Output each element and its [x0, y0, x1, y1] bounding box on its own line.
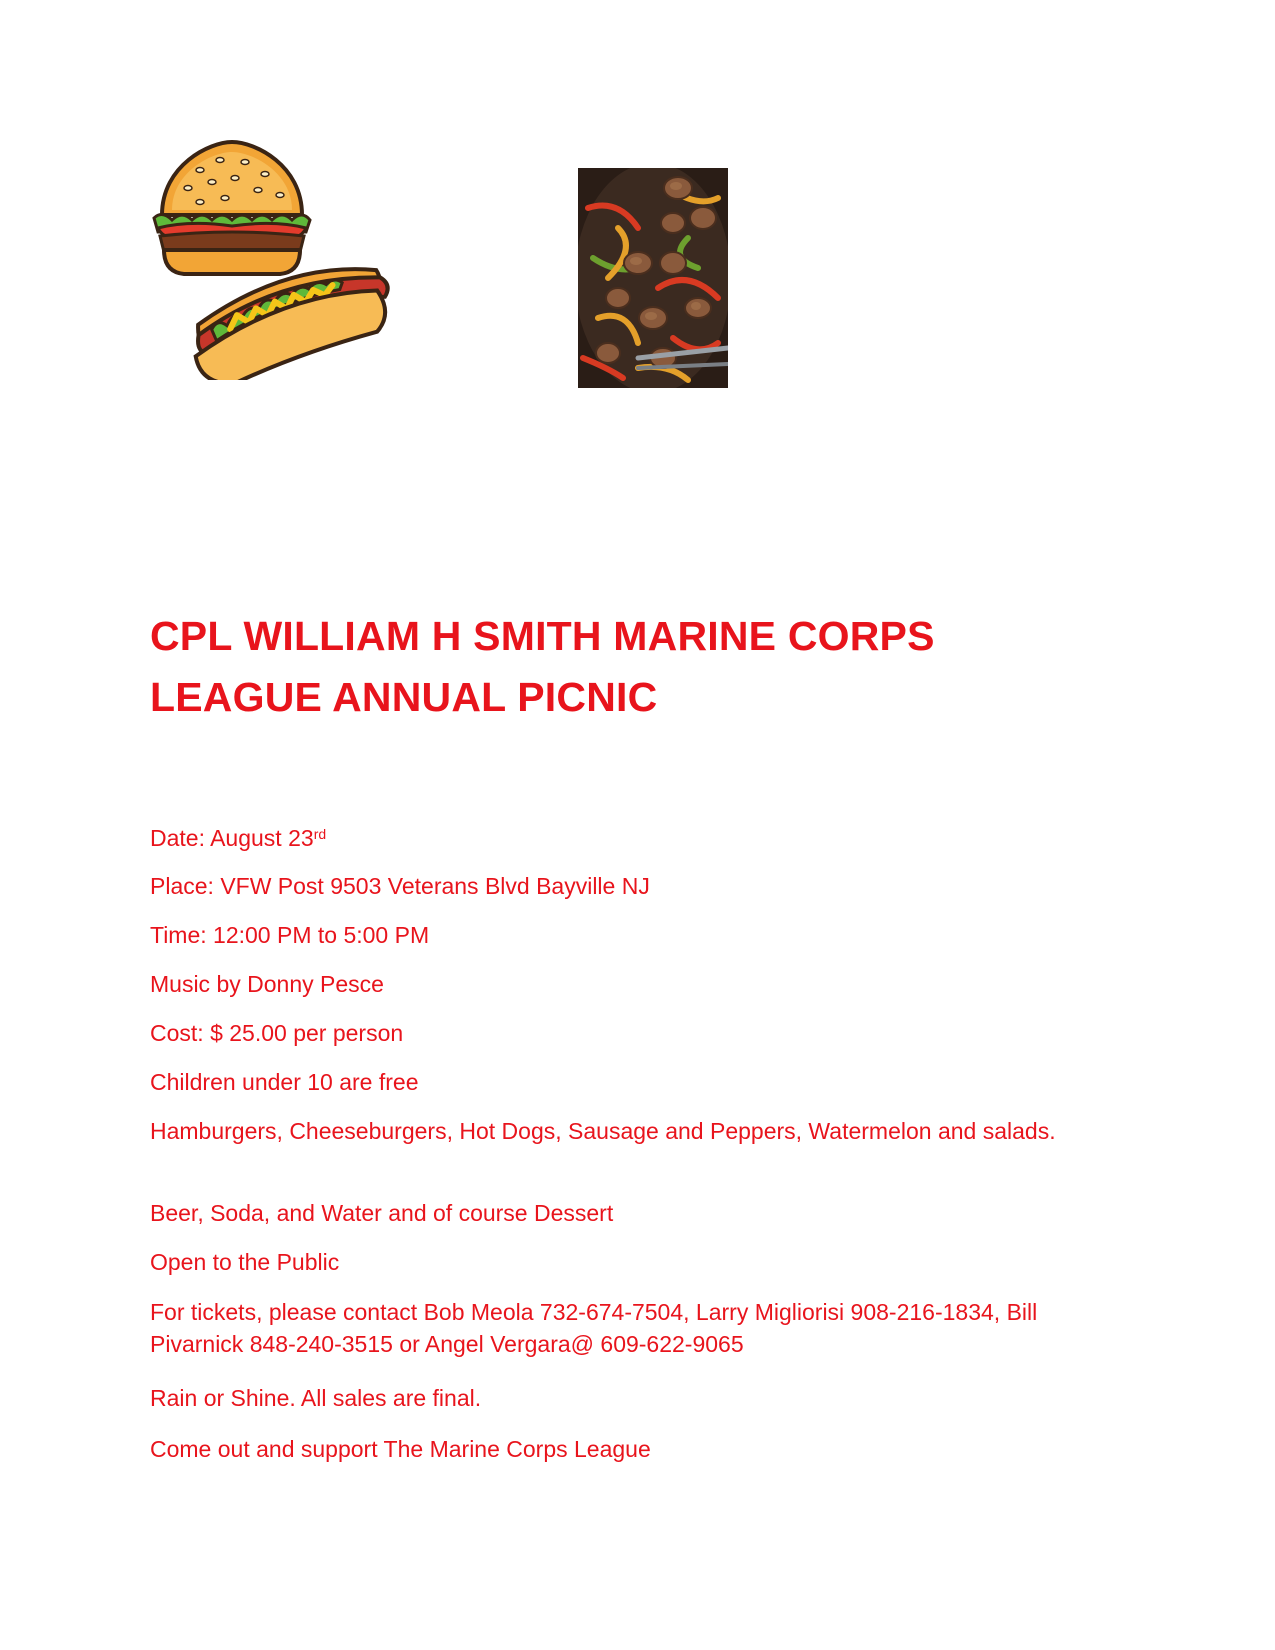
- public-line: Open to the Public: [150, 1249, 340, 1275]
- cost-line: Cost: $ 25.00 per person: [150, 1020, 404, 1046]
- time-line: Time: 12:00 PM to 5:00 PM: [150, 922, 430, 948]
- support-line: Come out and support The Marine Corps League: [150, 1436, 651, 1462]
- date-line: [150, 822, 326, 854]
- music-line: Music by Donny Pesce: [150, 971, 384, 997]
- sausage-peppers-photo: [578, 168, 728, 388]
- date-ordinal: rd: [313, 826, 327, 842]
- drinks-line: Beer, Soda, and Water and of course Dessert: [150, 1200, 614, 1226]
- title-line-1: CPL WILLIAM H SMITH MARINE CORPS: [150, 613, 935, 659]
- burger-hotdog-clipart: [150, 140, 400, 380]
- flyer-title: [150, 606, 1150, 728]
- burger-icon: [154, 142, 310, 274]
- food-line: Hamburgers, Cheeseburgers, Hot Dogs, Sausage and Peppers, Watermelon and salads.: [150, 1118, 1056, 1144]
- title-line-2: LEAGUE ANNUAL PICNIC: [150, 674, 658, 720]
- rain-line: Rain or Shine. All sales are final.: [150, 1385, 482, 1411]
- tickets-line: For tickets, please contact Bob Meola 732-674-7504, Larry Migliorisi 908-216-1834, Bill Pivarnick 848-240-3515 or Angel Vergara@ 609-622-9065: [150, 1299, 1038, 1357]
- children-line: Children under 10 are free: [150, 1069, 419, 1095]
- place-line: Place: VFW Post 9503 Veterans Blvd Bayville NJ: [150, 873, 650, 899]
- date-text: Date: August 23: [150, 825, 314, 851]
